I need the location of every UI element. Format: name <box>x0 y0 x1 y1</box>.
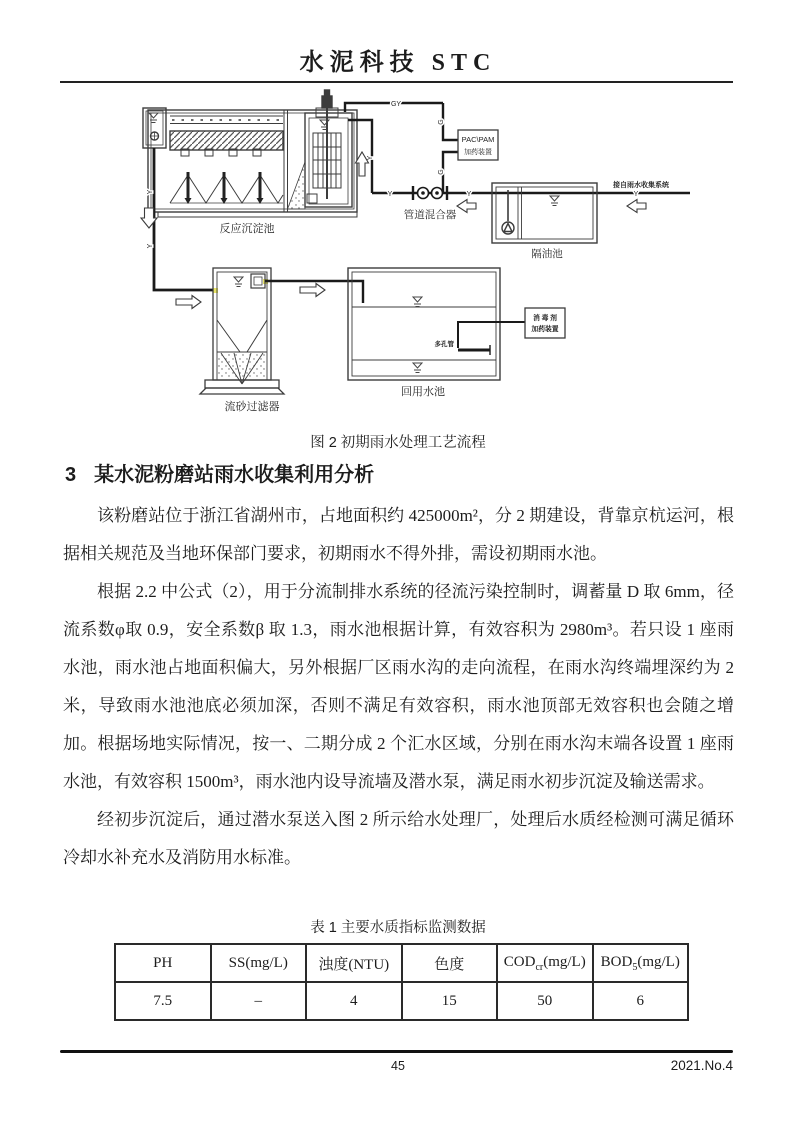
header-cell-ss: SS(mg/L) <box>211 944 307 982</box>
value-cell-cod: 50 <box>497 982 593 1020</box>
disinfectant-label2: 加药装置 <box>531 326 559 333</box>
body-text <box>63 497 734 877</box>
water-quality-table <box>114 943 689 1021</box>
dosing-piping <box>345 103 690 193</box>
issue-number: 2021.No.4 <box>670 1058 733 1073</box>
paragraph-1: 该粉磨站位于浙江省湖州市，占地面积约 425000m²，分 2 期建设，背靠京杭运河，根据相关规范及当地环保部门要求，初期雨水不得外排，需设初期雨水池。 <box>63 506 734 563</box>
disinfectant-label1: 消 毒 剂 <box>533 315 557 322</box>
footer-rule <box>60 1050 733 1053</box>
header-cell-turbidity: 浊度(NTU) <box>306 944 402 982</box>
value-cell-ph: 7.5 <box>115 982 211 1020</box>
value-cell-color: 15 <box>402 982 498 1020</box>
reaction-tank-label: 反应沉淀池 <box>219 223 275 235</box>
inlet-note-label: 接自雨水收集系统 <box>613 181 669 189</box>
pac-dosing-label2: 加药装置 <box>464 148 492 156</box>
page-number: 45 <box>391 1059 405 1073</box>
pipe-label-g2: G <box>438 169 445 175</box>
header-rule <box>60 81 733 83</box>
pac-dosing-box <box>458 130 498 160</box>
flow-arrows-upper <box>356 152 647 213</box>
value-cell-ss: – <box>211 982 307 1020</box>
pipe-label-g1: G <box>438 119 445 125</box>
left-drop-piping <box>154 148 214 290</box>
pipe-mixer-label: 管道混合器 <box>403 210 457 221</box>
pac-dosing-label1: PAC\PAM <box>461 135 495 144</box>
pipe-label-gy: GY <box>390 101 402 108</box>
disinfectant-box <box>525 308 565 338</box>
section-number: 3 <box>65 464 77 486</box>
pipe-label-y4: Y <box>633 191 639 198</box>
reuse-tank-label: 回用水池 <box>401 386 445 398</box>
figure-caption: 图 2 初期雨水处理工艺流程 <box>310 435 486 451</box>
pipe-label-y3: Y <box>466 191 472 198</box>
section-heading <box>65 458 733 487</box>
pipe-label-y6: Y <box>147 243 154 249</box>
sand-filter-drawing <box>200 268 284 394</box>
table-value-row <box>115 982 688 1020</box>
reuse-tank-drawing <box>348 268 500 380</box>
section-title: 某水泥粉磨站雨水收集利用分析 <box>94 464 375 486</box>
oil-separator-label: 隔油池 <box>531 249 563 260</box>
paragraph-2: 根据 2.2 中公式（2），用于分流制排水系统的径流污染控制时，调蓄量 D 取 6mm，径流系数φ取 0.9，安全系数β 取 1.3，雨水池根据计算，有效容积为 2980m³。若只设 1 座雨水池，雨水池占地面积偏大，另外根据厂区雨水沟的走向流程，在雨水沟终端埋深约为 2 米，导致雨水池池底必须加深，否则不满足有效容积，雨水池顶部无效容积也会随之增加。根据场地实际情况，按一、二期分成 2 个汇水区域，分别在雨水沟末端各设置 1 座雨水池，有效容积 1500m³，雨水池内设导流墙及潜水泵，满足雨水初步沉淀及输送需求。 <box>63 582 734 791</box>
reaction-tank-drawing <box>143 90 357 217</box>
pipe-label-y2: Y <box>387 191 393 198</box>
table-caption: 表 1 主要水质指标监测数据 <box>310 920 486 936</box>
header-cell-ph: PH <box>115 944 211 982</box>
perforated-pipe-label: 多孔管 <box>434 341 454 348</box>
table-header-row <box>115 944 688 982</box>
disinfectant-piping <box>458 322 525 355</box>
value-cell-turbidity: 4 <box>306 982 402 1020</box>
value-cell-bod: 6 <box>593 982 689 1020</box>
pipe-label-y5: Y <box>147 189 154 195</box>
header-cell-cod: $COD_{cr}(mg/L)$ <box>497 944 593 982</box>
process-flow-diagram <box>120 88 700 430</box>
header-cell-bod: $BOD_5(mg/L)$ <box>593 944 689 982</box>
pipe-label-y1: Y <box>367 155 374 161</box>
journal-title: 水泥科技 STC <box>299 50 497 76</box>
sand-filter-label: 流砂过滤器 <box>224 401 280 413</box>
header-cell-color: 色度 <box>402 944 498 982</box>
paragraph-3: 经初步沉淀后，通过潜水泵送入图 2 所示给水处理厂，处理后水质经检测可满足循环冷却水补充水及消防用水标准。 <box>63 810 734 867</box>
